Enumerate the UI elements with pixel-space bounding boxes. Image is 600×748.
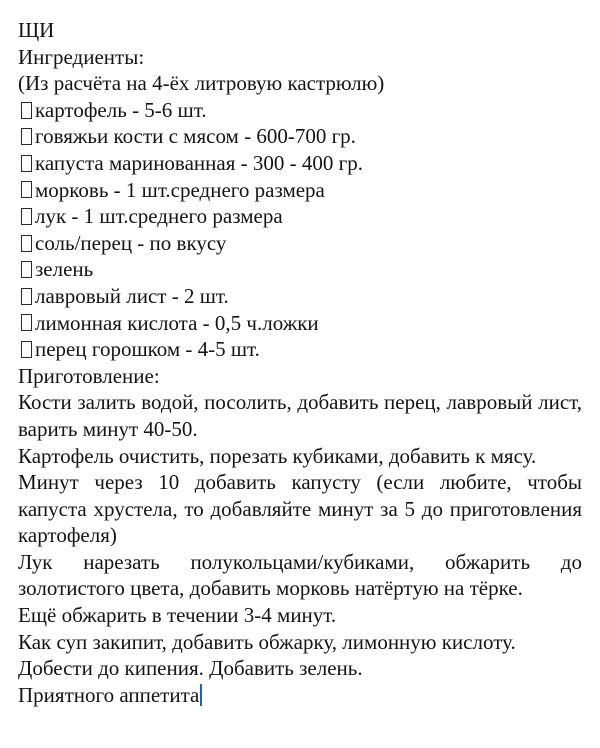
- ingredient-item: [18, 336, 582, 363]
- step-paragraph: Картофель очистить, порезать кубиками, добавить к мясу.: [18, 443, 537, 468]
- step-paragraph: Как суп закипит, добавить обжарку, лимонную кислоту.: [18, 629, 516, 654]
- checkbox-icon: [21, 181, 32, 198]
- recipe-title: ЩИ: [18, 18, 55, 42]
- checkbox-icon: [21, 314, 32, 331]
- ingredients-list: [18, 97, 582, 363]
- checkbox-icon: [21, 128, 32, 145]
- ingredient-item: [18, 150, 582, 177]
- ingredients-heading: Ингредиенты:: [18, 44, 145, 69]
- ingredient-item: [18, 230, 582, 257]
- ingredient-item: [18, 256, 582, 283]
- checkbox-icon: [21, 155, 32, 172]
- ingredient-item: [18, 97, 582, 124]
- checkbox-icon: [21, 341, 32, 358]
- ingredient-text: картофель - 5-6 шт.: [35, 97, 207, 122]
- step-paragraph: Минут через 10 добавить капусту (если любите, чтобы капуста хрустела, то добавляйте минут за 5 до приготовления картофеля): [18, 470, 582, 548]
- ingredient-text: лук - 1 шт.среднего размера: [35, 204, 283, 229]
- ingredient-text: соль/перец - по вкусу: [35, 230, 227, 255]
- step-paragraph: Ещё обжарить в течении 3-4 минут.: [18, 603, 337, 628]
- preparation-steps: [18, 389, 582, 682]
- ingredient-item: [18, 123, 582, 150]
- ingredient-text: зелень: [35, 257, 94, 282]
- ingredient-item: [18, 203, 582, 230]
- checkbox-icon: [21, 102, 32, 119]
- ingredient-text: морковь - 1 шт.среднего размера: [35, 177, 325, 202]
- ingredient-text: лимонная кислота - 0,5 ч.ложки: [35, 310, 319, 335]
- checkbox-icon: [21, 288, 32, 305]
- ingredient-text: говяжьи кости с мясом - 600-700 гр.: [35, 124, 356, 149]
- text-cursor: [200, 684, 202, 706]
- step-paragraph: Лук нарезать полукольцами/кубиками, обжарить до золотистого цвета, добавить морковь натёртую на тёрке.: [18, 549, 582, 601]
- ingredient-text: перец горошком - 4-5 шт.: [35, 337, 260, 362]
- ingredient-item: [18, 283, 582, 310]
- step-paragraph: Добести до кипения. Добавить зелень.: [18, 656, 363, 681]
- ingredient-text: лавровый лист - 2 шт.: [35, 283, 229, 308]
- checkbox-icon: [21, 235, 32, 252]
- checkbox-icon: [21, 261, 32, 278]
- ingredient-item: [18, 177, 582, 204]
- ingredient-text: капуста маринованная - 300 - 400 гр.: [35, 150, 363, 175]
- closing-line: [18, 682, 582, 709]
- preparation-heading: Приготовление:: [18, 363, 160, 388]
- checkbox-icon: [21, 208, 32, 225]
- ingredients-note: (Из расчёта на 4-ёх литровую кастрюлю): [18, 71, 385, 96]
- closing-text: Приятного аппетита: [18, 682, 200, 707]
- ingredient-item: [18, 310, 582, 337]
- step-paragraph: Кости залить водой, посолить, добавить перец, лавровый лист, варить минут 40-50.: [18, 390, 582, 441]
